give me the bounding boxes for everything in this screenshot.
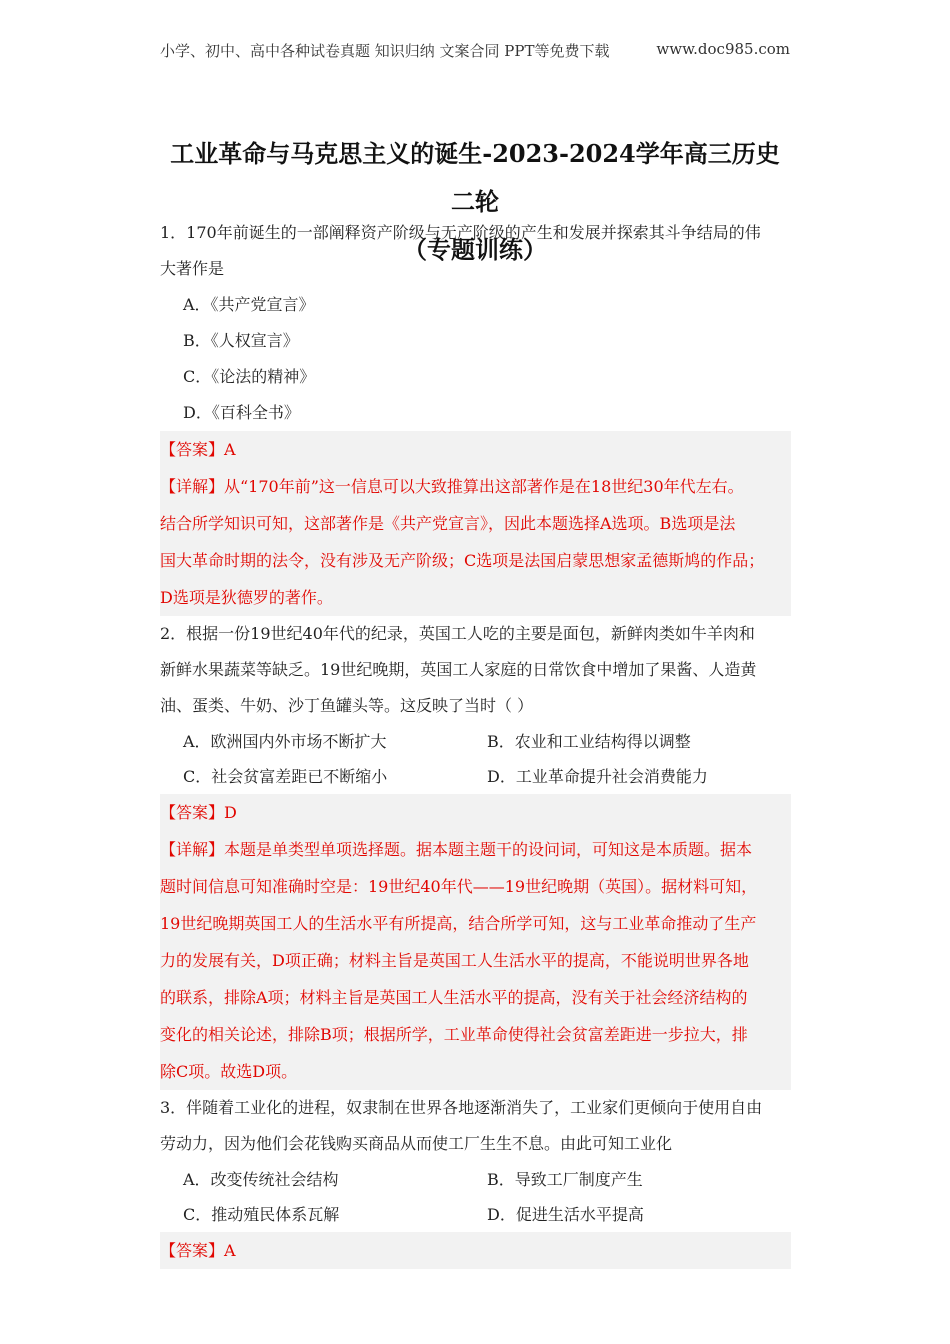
answer-block (160, 1232, 791, 1269)
option-b: B．农业和工业结构得以调整 (487, 732, 691, 751)
option-d: D．促进生活水平提高 (487, 1205, 644, 1224)
explanation-line: 题时间信息可知准确时空是：19世纪40年代——19世纪晚期（英国）。据材料可知， (160, 877, 758, 896)
options-row (160, 759, 791, 794)
option-b: B．导致工厂制度产生 (487, 1170, 643, 1189)
option-a: A．《共产党宣言》 (183, 295, 315, 314)
answer-block (160, 431, 791, 616)
question-stem: 新鲜水果蔬菜等缺乏。19世纪晚期，英国工人家庭的日常饮食中增加了果酱、人造黄 (160, 660, 757, 679)
question-3 (160, 1090, 791, 1269)
explanation-line: 19世纪晚期英国工人的生活水平有所提高，结合所学可知，这与工业革命推动了生产 (160, 914, 757, 933)
answer-label: 【答案】D (160, 803, 237, 822)
question-stem: 油、蛋类、牛奶、沙丁鱼罐头等。这反映了当时（ ） (160, 696, 534, 715)
option-b: B．《人权宣言》 (183, 331, 299, 350)
options-row (160, 1162, 791, 1197)
options-row (160, 724, 791, 759)
question-stem: 大著作是 (160, 259, 225, 278)
explanation-line: 变化的相关论述，排除B项；根据所学，工业革命使得社会贫富差距进一步拉大，排 (160, 1025, 748, 1044)
title-line-1: 工业革命与马克思主义的诞生-2023-2024学年高三历史二轮 (170, 139, 780, 216)
answer-label: 【答案】A (160, 440, 236, 459)
explanation-line: 【详解】从“170年前”这一信息可以大致推算出这部著作是在18世纪30年代左右。 (160, 477, 744, 496)
document-body (160, 215, 791, 1269)
question-stem: 1．170年前诞生的一部阐释资产阶级与无产阶级的产生和发展并探索其斗争结局的伟 (160, 223, 761, 242)
question-stem: 3．伴随着工业化的进程，奴隶制在世界各地逐渐消失了，工业家们更倾向于使用自由 (160, 1098, 763, 1117)
explanation-line: 国大革命时期的法令，没有涉及无产阶级；C选项是法国启蒙思想家孟德斯鸠的作品； (160, 551, 765, 570)
explanation-line: 除C项。故选D项。 (160, 1062, 298, 1081)
explanation-line: D选项是狄德罗的著作。 (160, 588, 333, 607)
option-a: A．改变传统社会结构 (183, 1170, 339, 1189)
header-left-text: 小学、初中、高中各种试卷真题 知识归纳 文案合同 PPT等免费下载 (160, 42, 610, 60)
option-c: C．社会贫富差距已不断缩小 (183, 767, 388, 786)
option-c: C．推动殖民体系瓦解 (183, 1205, 340, 1224)
title-line-2: （专题训练） (403, 235, 547, 264)
question-stem: 2．根据一份19世纪40年代的纪录，英国工人吃的主要是面包，新鲜肉类如牛羊肉和 (160, 624, 755, 643)
option-d: D．工业革命提升社会消费能力 (487, 767, 708, 786)
question-1 (160, 215, 791, 616)
option-a: A．欧洲国内外市场不断扩大 (183, 732, 387, 751)
answer-block (160, 794, 791, 1090)
options-row (160, 1197, 791, 1232)
explanation-line: 结合所学知识可知，这部著作是《共产党宣言》，因此本题选择A选项。B选项是法 (160, 514, 736, 533)
question-2 (160, 616, 791, 1090)
question-stem: 劳动力，因为他们会花钱购买商品从而使工厂生生不息。由此可知工业化 (160, 1134, 673, 1153)
option-c: C．《论法的精神》 (183, 367, 316, 386)
option-d: D．《百科全书》 (183, 403, 300, 422)
explanation-line: 力的发展有关，D项正确；材料主旨是英国工人生活水平的提高，不能说明世界各地 (160, 951, 749, 970)
header-url: www.doc985.com (656, 40, 790, 58)
explanation-line: 【详解】本题是单类型单项选择题。据本题主题干的设问词，可知这是本质题。据本 (160, 840, 753, 859)
answer-label: 【答案】A (160, 1241, 236, 1260)
explanation-line: 的联系，排除A项；材料主旨是英国工人生活水平的提高，没有关于社会经济结构的 (160, 988, 748, 1007)
page-header (160, 40, 790, 61)
